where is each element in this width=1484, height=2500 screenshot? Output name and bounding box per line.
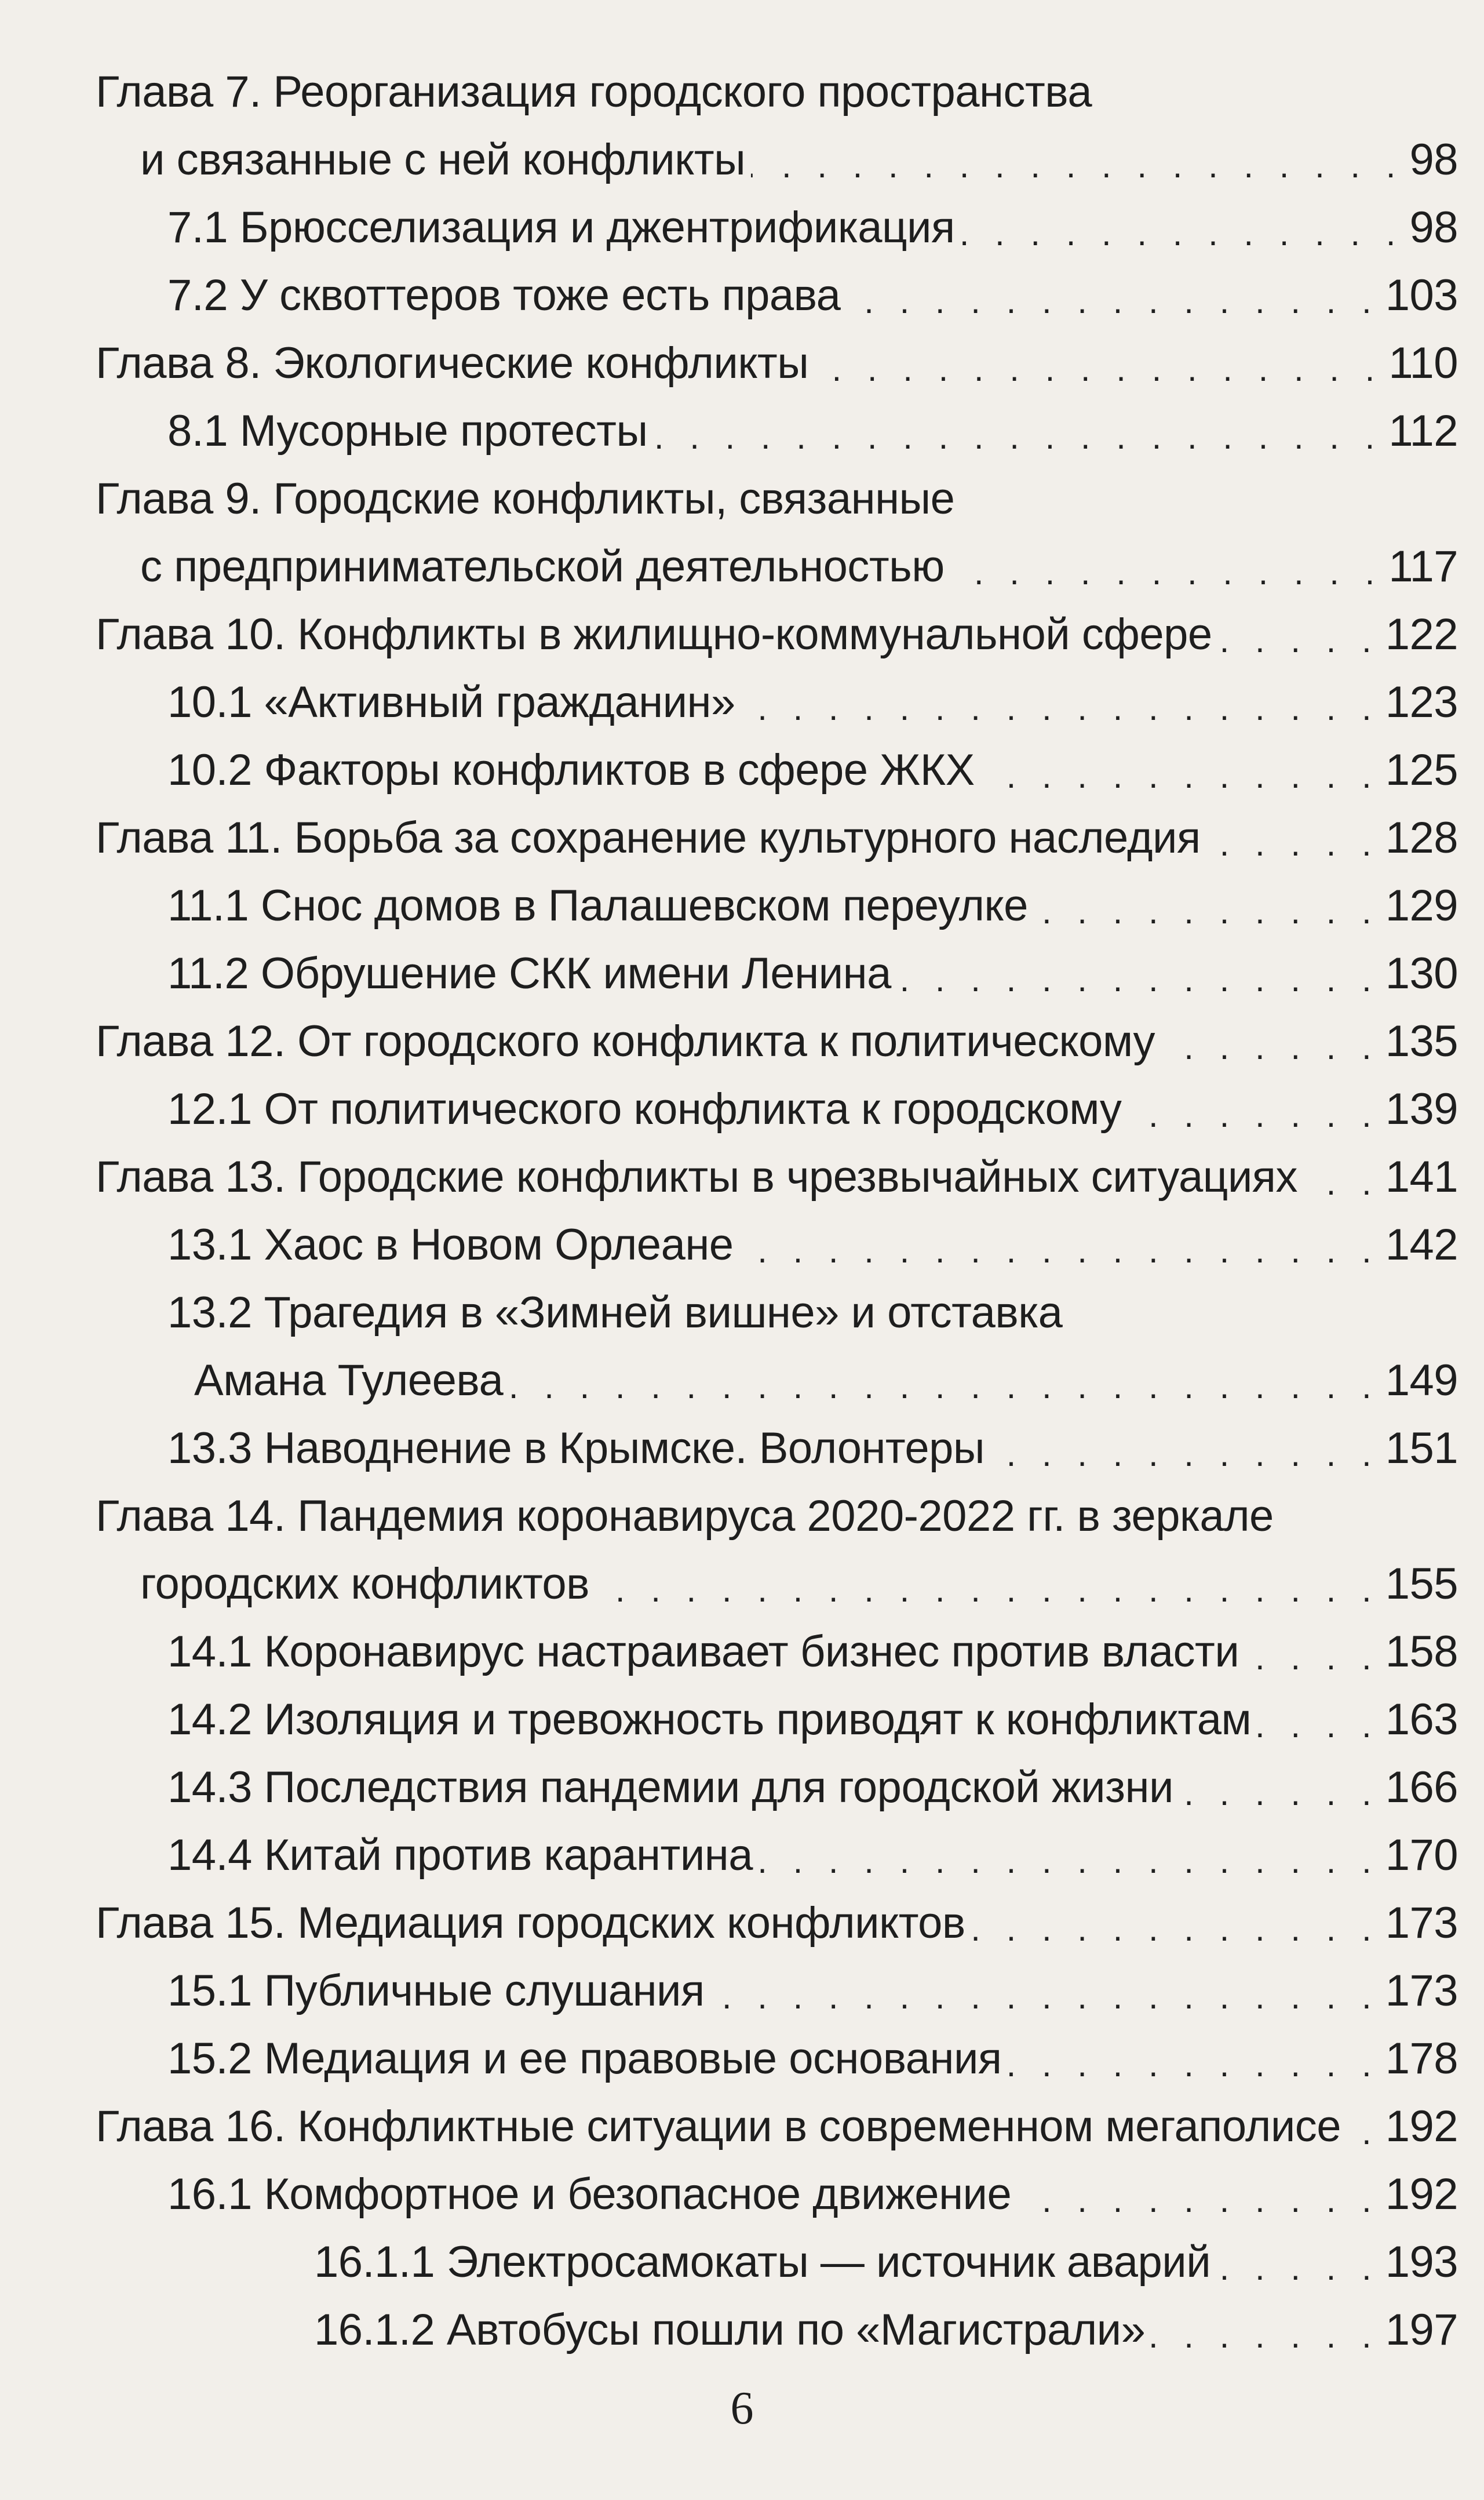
toc-section-line bbox=[0, 1753, 1484, 1821]
toc-entry-title: Глава 15. Медиация городских конфликтов bbox=[96, 1898, 965, 1948]
toc-entry-page: 129 bbox=[1385, 881, 1458, 930]
toc-section-line bbox=[0, 668, 1484, 736]
toc-entry-title: 16.1.2 Автобусы пошли по «Магистрали» bbox=[314, 2305, 1146, 2355]
dot-leader bbox=[509, 1366, 1379, 1406]
toc-entry-page: 103 bbox=[1385, 271, 1458, 320]
toc-section-line bbox=[0, 1414, 1484, 1482]
toc-entry-title: Глава 9. Городские конфликты, связанные bbox=[96, 474, 955, 523]
toc-section-line bbox=[0, 2228, 1484, 2296]
toc-entry-page: 173 bbox=[1385, 1898, 1458, 1948]
toc-section-line bbox=[0, 1211, 1484, 1279]
toc-entry-title: 11.1 Снос домов в Палашевском переулке bbox=[167, 881, 1028, 930]
toc-entry-page: 122 bbox=[1385, 610, 1458, 659]
toc-entry-page: 128 bbox=[1385, 813, 1458, 863]
toc-entry-title: городских конфликтов bbox=[140, 1559, 590, 1609]
toc-entry-title: 13.3 Наводнение в Крымске. Волонтеры bbox=[167, 1424, 985, 1473]
toc-entry-title: Глава 16. Конфликтные ситуации в современном мегаполисе bbox=[96, 2102, 1341, 2151]
toc-chapter-line bbox=[0, 465, 1484, 533]
toc-section-line bbox=[0, 261, 1484, 329]
dot-leader bbox=[1127, 1095, 1379, 1135]
toc-entry-page: 173 bbox=[1385, 1966, 1458, 2015]
dot-leader bbox=[741, 688, 1380, 728]
toc-entry-page: 98 bbox=[1409, 203, 1458, 252]
toc-entry-title: 15.1 Публичные слушания bbox=[167, 1966, 705, 2015]
dot-leader bbox=[1179, 1773, 1380, 1813]
toc-entry-page: 149 bbox=[1385, 1356, 1458, 1405]
table-of-contents bbox=[0, 58, 1484, 2364]
toc-entry-title: 10.2 Факторы конфликтов в сфере ЖКХ bbox=[167, 745, 975, 795]
toc-entry-page: 110 bbox=[1388, 339, 1458, 388]
toc-section-line bbox=[0, 872, 1484, 940]
dot-leader bbox=[1151, 2316, 1379, 2356]
toc-entry-page: 98 bbox=[1409, 135, 1458, 184]
dot-leader bbox=[971, 1909, 1380, 1949]
dot-leader bbox=[846, 281, 1379, 321]
toc-chapter-line bbox=[0, 1143, 1484, 1211]
toc-section-line bbox=[0, 1686, 1484, 1753]
toc-section-line bbox=[0, 397, 1484, 465]
toc-entry-title: Глава 8. Экологические конфликты bbox=[96, 339, 809, 388]
dot-leader bbox=[1216, 2248, 1380, 2288]
dot-leader bbox=[1008, 2044, 1380, 2084]
toc-entry-page: 158 bbox=[1385, 1627, 1458, 1676]
toc-entry-page: 130 bbox=[1385, 949, 1458, 998]
toc-section-line bbox=[0, 1618, 1484, 1686]
toc-chapter-line bbox=[0, 533, 1484, 601]
toc-entry-title: Глава 7. Реорганизация городского пространства bbox=[96, 67, 1092, 117]
toc-entry-title: 7.2 У сквоттеров тоже есть права bbox=[167, 271, 841, 320]
toc-entry-title: Глава 14. Пандемия коронавируса 2020-2022 гг. в зеркале bbox=[96, 1491, 1274, 1541]
dot-leader bbox=[1245, 1637, 1379, 1677]
toc-entry-title: с предпринимательской деятельностью bbox=[140, 542, 945, 591]
toc-chapter-line bbox=[0, 329, 1484, 397]
toc-section-line bbox=[0, 1075, 1484, 1143]
dot-leader bbox=[710, 1977, 1380, 2017]
toc-entry-page: 112 bbox=[1388, 406, 1458, 456]
toc-entry-title: 15.2 Медиация и ее правовые основания bbox=[167, 2034, 1002, 2083]
dot-leader bbox=[751, 145, 1403, 185]
toc-entry-page: 192 bbox=[1385, 2170, 1458, 2219]
toc-section-line bbox=[0, 2160, 1484, 2228]
dot-leader bbox=[814, 349, 1383, 389]
toc-section-line bbox=[0, 2025, 1484, 2093]
page-number: 6 bbox=[730, 2383, 754, 2434]
toc-entry-page: 178 bbox=[1385, 2034, 1458, 2083]
toc-entry-page: 141 bbox=[1385, 1152, 1458, 1202]
toc-entry-title: 12.1 От политического конфликта к городскому bbox=[167, 1085, 1122, 1134]
toc-entry-title: 14.3 Последствия пандемии для городской жизни bbox=[167, 1763, 1173, 1812]
toc-entry-title: и связанные с ней конфликты bbox=[140, 135, 746, 184]
toc-entry-title: 13.1 Хаос в Новом Орлеане bbox=[167, 1220, 734, 1269]
dot-leader bbox=[1303, 1163, 1380, 1203]
toc-entry-title: 14.2 Изоляция и тревожность приводят к конфликтам bbox=[167, 1695, 1252, 1744]
toc-chapter-line bbox=[0, 1482, 1484, 1550]
toc-entry-page: 192 bbox=[1385, 2102, 1458, 2151]
toc-entry-page: 151 bbox=[1385, 1424, 1458, 1473]
toc-section-line bbox=[0, 2296, 1484, 2364]
dot-leader bbox=[1161, 1027, 1380, 1067]
toc-entry-title: Глава 10. Конфликты в жилищно-коммунальной сфере bbox=[96, 610, 1212, 659]
dot-leader bbox=[1218, 620, 1380, 660]
toc-entry-page: 142 bbox=[1385, 1220, 1458, 1269]
toc-chapter-line bbox=[0, 804, 1484, 872]
toc-entry-page: 197 bbox=[1385, 2305, 1458, 2355]
toc-entry-title: Глава 11. Борьба за сохранение культурного наследия bbox=[96, 813, 1201, 863]
toc-section-line bbox=[0, 1347, 1484, 1414]
dot-leader bbox=[654, 417, 1383, 457]
dot-leader bbox=[1206, 824, 1380, 864]
toc-entry-page: 193 bbox=[1385, 2237, 1458, 2287]
toc-entry-title: 10.1 «Активный гражданин» bbox=[167, 678, 735, 727]
toc-entry-page: 139 bbox=[1385, 1085, 1458, 1134]
toc-entry-title: Глава 13. Городские конфликты в чрезвычайных ситуациях bbox=[96, 1152, 1297, 1202]
toc-entry-page: 170 bbox=[1385, 1831, 1458, 1880]
toc-entry-page: 166 bbox=[1385, 1763, 1458, 1812]
dot-leader bbox=[1034, 891, 1380, 931]
toc-chapter-line bbox=[0, 1550, 1484, 1618]
toc-entry-title: Амана Тулеева bbox=[194, 1356, 504, 1405]
toc-chapter-line bbox=[0, 2093, 1484, 2160]
dot-leader bbox=[1347, 2112, 1380, 2152]
toc-chapter-line bbox=[0, 1007, 1484, 1075]
toc-entry-page: 135 bbox=[1385, 1017, 1458, 1066]
toc-entry-page: 125 bbox=[1385, 745, 1458, 795]
dot-leader bbox=[897, 959, 1380, 999]
dot-leader bbox=[759, 1841, 1380, 1881]
toc-section-line bbox=[0, 736, 1484, 804]
toc-entry-title: 8.1 Мусорные протесты bbox=[167, 406, 648, 456]
toc-section-line bbox=[0, 1279, 1484, 1347]
toc-entry-title: 13.2 Трагедия в «Зимней вишне» и отставка bbox=[167, 1288, 1063, 1337]
dot-leader bbox=[980, 756, 1380, 796]
dot-leader bbox=[961, 213, 1404, 253]
toc-entry-title: 14.1 Коронавирус настраивает бизнес против власти bbox=[167, 1627, 1239, 1676]
toc-entry-title: 16.1.1 Электросамокаты — источник аварий bbox=[314, 2237, 1211, 2287]
toc-entry-title: Глава 12. От городского конфликта к политическому bbox=[96, 1017, 1155, 1066]
toc-section-line bbox=[0, 1821, 1484, 1889]
toc-chapter-line bbox=[0, 126, 1484, 194]
dot-leader bbox=[950, 552, 1383, 592]
toc-chapter-line bbox=[0, 1889, 1484, 1957]
toc-entry-page: 123 bbox=[1385, 678, 1458, 727]
dot-leader bbox=[1257, 1705, 1379, 1745]
dot-leader bbox=[990, 1434, 1380, 1474]
toc-entry-page: 163 bbox=[1385, 1695, 1458, 1744]
toc-entry-page: 155 bbox=[1385, 1559, 1458, 1609]
toc-entry-title: 14.4 Китай против карантина bbox=[167, 1831, 753, 1880]
dot-leader bbox=[595, 1570, 1380, 1610]
toc-chapter-line bbox=[0, 58, 1484, 126]
dot-leader bbox=[1017, 2180, 1379, 2220]
toc-entry-page: 117 bbox=[1388, 542, 1458, 591]
toc-entry-title: 7.1 Брюсселизация и джентрификация bbox=[167, 203, 955, 252]
toc-entry-title: 16.1 Комфортное и безопасное движение bbox=[167, 2170, 1012, 2219]
toc-section-line bbox=[0, 940, 1484, 1007]
toc-section-line bbox=[0, 194, 1484, 261]
toc-chapter-line bbox=[0, 601, 1484, 668]
toc-section-line bbox=[0, 1957, 1484, 2025]
dot-leader bbox=[739, 1231, 1380, 1271]
toc-entry-title: 11.2 Обрушение СКК имени Ленина bbox=[167, 949, 891, 998]
